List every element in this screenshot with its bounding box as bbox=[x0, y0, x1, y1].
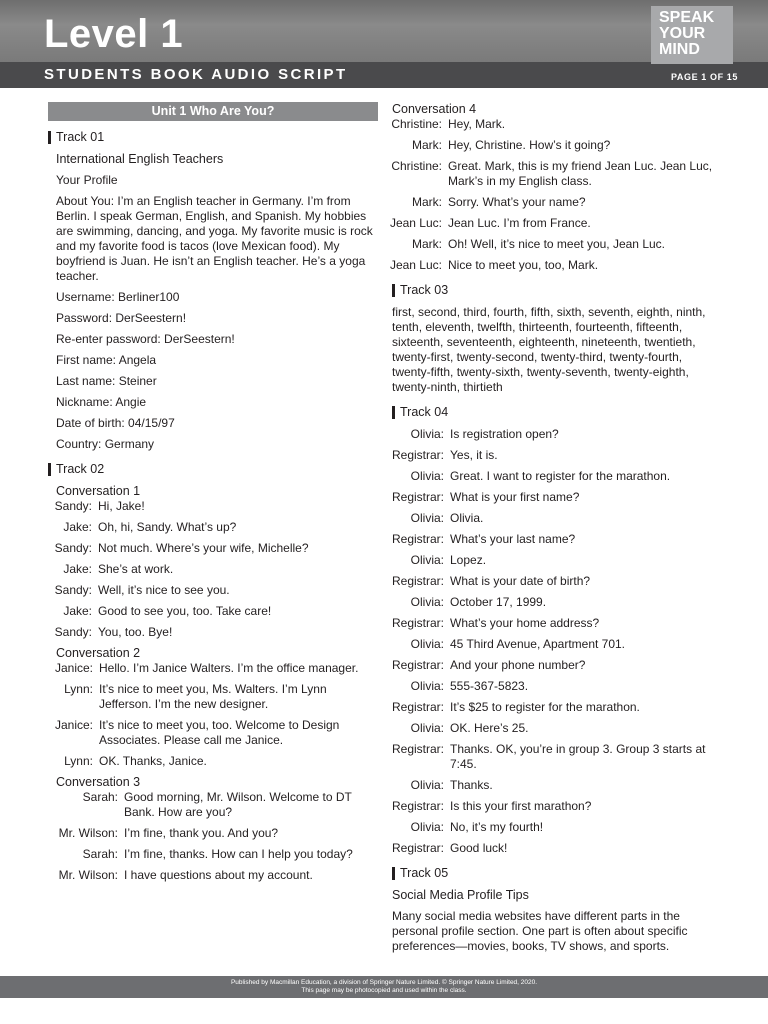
logo-line: YOUR bbox=[659, 25, 706, 42]
speech-text: 45 Third Avenue, Apartment 701. bbox=[450, 637, 626, 651]
dialogue-line bbox=[384, 159, 722, 189]
field-value: 04/15/97 bbox=[124, 416, 175, 430]
speech-text: Oh! Well, it’s nice to meet you, Jean Luc. bbox=[448, 237, 665, 251]
speaker-name: Registrar: bbox=[391, 616, 444, 630]
speaker-name: Mr. Wilson: bbox=[58, 868, 118, 882]
level-title: Level 1 bbox=[44, 12, 184, 56]
track-01-content bbox=[48, 152, 378, 452]
speaker-name: Jake: bbox=[63, 520, 92, 534]
speech-text: And your phone number? bbox=[450, 658, 586, 672]
speech-text: Thanks. OK, you’re in group 3. Group 3 starts at 7:45. bbox=[450, 742, 706, 771]
dialogue-line bbox=[384, 700, 722, 715]
dialogue-line bbox=[384, 490, 722, 505]
conversation-heading: Conversation 1 bbox=[56, 484, 141, 498]
dialogue-line bbox=[48, 754, 378, 769]
field-label: Last name: bbox=[56, 374, 116, 388]
speech-text: 555-367-5823. bbox=[450, 679, 529, 693]
dialogue-line bbox=[48, 499, 378, 514]
dialogue-line bbox=[384, 216, 722, 231]
dialogue-line bbox=[384, 195, 722, 210]
speaker-name: Registrar: bbox=[391, 799, 444, 813]
speech-text: Good luck! bbox=[450, 841, 508, 855]
dialogue-line bbox=[48, 562, 378, 577]
dialogue-line bbox=[384, 799, 722, 814]
speaker-name: Sandy: bbox=[54, 625, 92, 639]
speaker-name: Jake: bbox=[63, 604, 92, 618]
dialogue-line bbox=[384, 237, 722, 252]
profile-field bbox=[56, 437, 378, 452]
speech-text: Good morning, Mr. Wilson. Welcome to DT Bank. How are you? bbox=[124, 790, 352, 819]
field-label: Nickname: bbox=[56, 395, 113, 409]
speaker-name: Registrar: bbox=[391, 658, 444, 672]
speech-text: Is this your first marathon? bbox=[450, 799, 592, 813]
speaker-name: Christine: bbox=[391, 117, 442, 131]
field-value: DerSeestern! bbox=[112, 311, 187, 325]
speaker-name: Olivia: bbox=[410, 721, 444, 735]
field-value: Berliner100 bbox=[114, 290, 180, 304]
speaker-name: Mr. Wilson: bbox=[58, 826, 118, 840]
page-number: PAGE 1 OF 15 bbox=[670, 72, 738, 82]
speech-text: Hi, Jake! bbox=[98, 499, 145, 513]
speech-text: Lopez. bbox=[450, 553, 487, 567]
speech-text: Is registration open? bbox=[450, 427, 559, 441]
profile-subheading: Your Profile bbox=[56, 173, 118, 187]
speaker-name: Lynn: bbox=[64, 754, 93, 768]
speaker-name: Mark: bbox=[412, 195, 442, 209]
left-column bbox=[48, 102, 378, 889]
about-label: About You: bbox=[56, 194, 115, 208]
about-you bbox=[56, 194, 378, 284]
dialogue-line bbox=[384, 117, 722, 132]
speech-text: Oh, hi, Sandy. What’s up? bbox=[98, 520, 237, 534]
track-01-heading: Track 01 bbox=[48, 130, 378, 145]
speech-text: Sorry. What’s your name? bbox=[448, 195, 586, 209]
speaker-name: Sandy: bbox=[54, 499, 92, 513]
speech-text: You, too. Bye! bbox=[98, 625, 173, 639]
speech-text: No, it’s my fourth! bbox=[450, 820, 544, 834]
dialogue-line bbox=[384, 427, 722, 442]
field-label: First name: bbox=[56, 353, 117, 367]
speech-text: OK. Here’s 25. bbox=[450, 721, 529, 735]
dialogue-line bbox=[384, 616, 722, 631]
dialogue-line bbox=[48, 790, 378, 820]
speech-text: Hey, Mark. bbox=[448, 117, 506, 131]
field-label: Password: bbox=[56, 311, 113, 325]
speech-text: Well, it’s nice to see you. bbox=[98, 583, 230, 597]
speech-text: I’m fine, thanks. How can I help you today? bbox=[124, 847, 353, 861]
speaker-name: Registrar: bbox=[391, 742, 444, 756]
logo-line: SPEAK bbox=[659, 9, 715, 26]
dialogue-line bbox=[48, 847, 378, 862]
footer-copyright: Published by Macmillan Education, a division of Springer Nature Limited. © Springer Nature Limited, 2020. bbox=[230, 979, 538, 986]
ordinal-numbers-text: first, second, third, fourth, fifth, sixth, seventh, eighth, ninth, tenth, eleventh, twelfth, thirteenth, fourteenth, fifteenth, sixteenth, seventeenth, eighteenth, nineteenth, twentieth, twenty-first, twenty-second, twenty-third, twenty-fourth, twenty-fifth, twenty-sixth, twenty-seventh, twenty-eighth, twenty-ninth, thirtieth bbox=[392, 305, 706, 394]
speech-text: Olivia. bbox=[450, 511, 484, 525]
dialogue-line bbox=[48, 868, 378, 883]
speech-text: Great. Mark, this is my friend Jean Luc. Jean Luc, Mark’s in my English class. bbox=[448, 159, 713, 188]
speaker-name: Janice: bbox=[54, 718, 93, 732]
field-label: Username: bbox=[56, 290, 115, 304]
speaker-name: Registrar: bbox=[391, 532, 444, 546]
dialogue-line bbox=[384, 138, 722, 153]
speech-text: What is your first name? bbox=[450, 490, 580, 504]
dialogue-line bbox=[48, 604, 378, 619]
speaker-name: Registrar: bbox=[391, 490, 444, 504]
dialogue-line bbox=[384, 820, 722, 835]
speaker-name: Sandy: bbox=[54, 541, 92, 555]
field-value: Angela bbox=[116, 353, 157, 367]
logo-line: MIND bbox=[659, 41, 700, 58]
conversation-2 bbox=[48, 661, 378, 769]
speaker-name: Jean Luc: bbox=[389, 216, 442, 230]
profile-site-heading: International English Teachers bbox=[56, 152, 224, 166]
speaker-name: Sandy: bbox=[54, 583, 92, 597]
dialogue-line bbox=[384, 595, 722, 610]
speaker-name: Sarah: bbox=[82, 847, 118, 861]
speech-text: She’s at work. bbox=[98, 562, 174, 576]
right-column bbox=[389, 102, 722, 960]
dialogue-line bbox=[384, 448, 722, 463]
speech-text: October 17, 1999. bbox=[450, 595, 547, 609]
speaker-name: Olivia: bbox=[410, 637, 444, 651]
speech-text: OK. Thanks, Janice. bbox=[99, 754, 207, 768]
speaker-name: Mark: bbox=[412, 138, 442, 152]
field-value: Germany bbox=[101, 437, 155, 451]
dialogue-line bbox=[384, 679, 722, 694]
speech-text: I have questions about my account. bbox=[124, 868, 313, 882]
speech-text: It’s nice to meet you, too. Welcome to Design Associates. Please call me Janice. bbox=[99, 718, 340, 747]
speaker-name: Sarah: bbox=[82, 790, 118, 804]
dialogue-line bbox=[384, 553, 722, 568]
dialogue-line bbox=[384, 658, 722, 673]
book-subtitle: STUDENTS BOOK AUDIO SCRIPT bbox=[44, 66, 348, 83]
field-label: Re-enter password: bbox=[56, 332, 161, 346]
speaker-name: Registrar: bbox=[391, 700, 444, 714]
speaker-name: Olivia: bbox=[410, 778, 444, 792]
speech-text: It’s nice to meet you, Ms. Walters. I’m Lynn Jefferson. I’m the new designer. bbox=[99, 682, 327, 711]
dialogue-line bbox=[384, 469, 722, 484]
speech-text: Nice to meet you, too, Mark. bbox=[448, 258, 599, 272]
dialogue-line bbox=[48, 583, 378, 598]
speech-text: Hello. I’m Janice Walters. I’m the office manager. bbox=[99, 661, 359, 675]
dialogue-line bbox=[48, 682, 378, 712]
speech-text: Not much. Where’s your wife, Michelle? bbox=[98, 541, 309, 555]
profile-field bbox=[56, 311, 378, 326]
speaker-name: Olivia: bbox=[410, 469, 444, 483]
dialogue-line bbox=[384, 778, 722, 793]
speaker-name: Jake: bbox=[63, 562, 92, 576]
field-value: Steiner bbox=[115, 374, 157, 388]
speaker-name: Olivia: bbox=[410, 820, 444, 834]
profile-field bbox=[56, 290, 378, 305]
speaker-name: Registrar: bbox=[391, 574, 444, 588]
registration-dialogue bbox=[384, 427, 722, 856]
dialogue-line bbox=[384, 532, 722, 547]
speaker-name: Olivia: bbox=[410, 679, 444, 693]
unit-title: Unit 1 Who Are You? bbox=[48, 102, 378, 121]
field-label: Date of birth: bbox=[56, 416, 125, 430]
dialogue-line bbox=[384, 721, 722, 736]
speaker-name: Christine: bbox=[391, 159, 442, 173]
dialogue-line bbox=[48, 718, 378, 748]
profile-field bbox=[56, 395, 378, 410]
profile-field bbox=[56, 353, 378, 368]
dialogue-line bbox=[48, 520, 378, 535]
track-05-heading: Track 05 bbox=[392, 866, 722, 881]
conversation-heading: Conversation 3 bbox=[56, 775, 141, 789]
dialogue-line bbox=[48, 541, 378, 556]
dialogue-line bbox=[384, 841, 722, 856]
speech-text: Great. I want to register for the marathon. bbox=[450, 469, 671, 483]
speech-text: Thanks. bbox=[450, 778, 493, 792]
speaker-name: Olivia: bbox=[410, 595, 444, 609]
track-02-content bbox=[48, 484, 378, 883]
conversation-4 bbox=[384, 117, 722, 273]
footer-photocopy-note: This page may be photocopied and used within the class. bbox=[301, 987, 467, 994]
speaker-name: Registrar: bbox=[391, 448, 444, 462]
field-label: Country: bbox=[56, 437, 102, 451]
speech-text: Hey, Christine. How’s it going? bbox=[448, 138, 611, 152]
dialogue-line bbox=[48, 625, 378, 640]
speaker-name: Registrar: bbox=[391, 841, 444, 855]
conversation-heading: Conversation 2 bbox=[56, 646, 141, 660]
about-text: I’m an English teacher in Germany. I’m from Berlin. I speak German, English, and Spanish. My hobbies are swimming, dancing, and yoga. My favorite music is rock and my favorite food is tacos (love Mexican food). My boyfriend is Juan. He isn’t an English teacher. He’s a yoga teacher. bbox=[56, 194, 373, 283]
conversation-heading: Conversation 4 bbox=[392, 102, 477, 116]
speech-text: What’s your home address? bbox=[450, 616, 600, 630]
speech-text: What’s your last name? bbox=[450, 532, 576, 546]
speaker-name: Jean Luc: bbox=[389, 258, 442, 272]
dialogue-line bbox=[384, 637, 722, 652]
footer bbox=[0, 976, 768, 998]
dialogue-line bbox=[48, 661, 378, 676]
dialogue-line bbox=[48, 826, 378, 841]
speech-text: It’s $25 to register for the marathon. bbox=[450, 700, 640, 714]
speech-text: I’m fine, thank you. And you? bbox=[124, 826, 279, 840]
tips-text: Many social media websites have different parts in the personal profile section. One part is often about specific preferences—movies, books, TV shows, and sports. bbox=[392, 909, 688, 953]
speech-text: Jean Luc. I’m from France. bbox=[448, 216, 591, 230]
speaker-name: Mark: bbox=[412, 237, 442, 251]
speech-text: Yes, it is. bbox=[450, 448, 498, 462]
speaker-name: Olivia: bbox=[410, 553, 444, 567]
dialogue-line bbox=[384, 742, 722, 772]
profile-field bbox=[56, 332, 378, 347]
track-02-heading: Track 02 bbox=[48, 462, 378, 477]
tips-heading: Social Media Profile Tips bbox=[392, 888, 529, 902]
conversation-3 bbox=[48, 790, 378, 883]
speech-text: Good to see you, too. Take care! bbox=[98, 604, 272, 618]
conversation-1 bbox=[48, 499, 378, 640]
track-04-heading: Track 04 bbox=[392, 405, 722, 420]
dialogue-line bbox=[384, 258, 722, 273]
speaker-name: Lynn: bbox=[64, 682, 93, 696]
field-value: Angie bbox=[112, 395, 147, 409]
speak-your-mind-logo bbox=[651, 6, 733, 64]
speech-text: What is your date of birth? bbox=[450, 574, 591, 588]
speaker-name: Janice: bbox=[54, 661, 93, 675]
dialogue-line bbox=[384, 574, 722, 589]
speaker-name: Olivia: bbox=[410, 427, 444, 441]
field-value: DerSeestern! bbox=[160, 332, 235, 346]
profile-field bbox=[56, 374, 378, 389]
speaker-name: Olivia: bbox=[410, 511, 444, 525]
dialogue-line bbox=[384, 511, 722, 526]
profile-field bbox=[56, 416, 378, 431]
track-03-heading: Track 03 bbox=[392, 283, 722, 298]
